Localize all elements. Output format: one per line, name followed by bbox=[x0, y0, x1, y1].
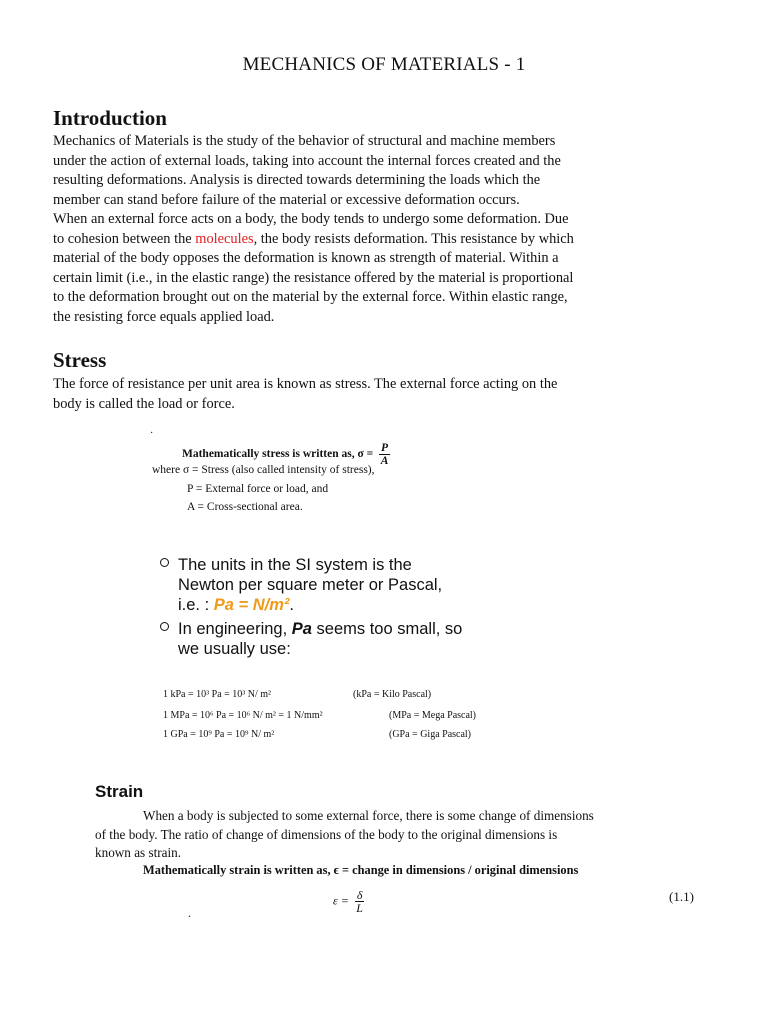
area-definition: A = Cross-sectional area. bbox=[187, 501, 303, 513]
stress-heading: Stress bbox=[53, 348, 107, 372]
unit-conversion: 1 kPa = 10³ Pa = 10³ N/ m² bbox=[163, 689, 272, 700]
text-line: body is called the load or force. bbox=[53, 395, 235, 412]
text-line bbox=[53, 230, 703, 250]
text-line: The force of resistance per unit area is known as stress. The external force acting on the bbox=[53, 376, 558, 392]
document-title: MECHANICS OF MATERIALS - 1 bbox=[242, 54, 526, 75]
bullet-line bbox=[178, 619, 580, 639]
formula-text: Mathematically stress is written as, σ = bbox=[182, 448, 374, 461]
fraction-numerator: P bbox=[381, 442, 389, 454]
bullet-line bbox=[178, 595, 580, 615]
text-segment: In engineering, bbox=[178, 620, 292, 638]
unit-name: (GPa = Giga Pascal) bbox=[389, 729, 472, 740]
text-line: material of the body opposes the deformation is known as strength of material. Within a bbox=[53, 250, 559, 267]
bullet-item-si-units bbox=[160, 555, 580, 615]
molecules-link[interactable]: molecules bbox=[195, 230, 254, 247]
text-line: to the deformation brought out on the material by the external force. Within elastic range, bbox=[53, 289, 568, 306]
equation-lhs: ε = bbox=[333, 893, 349, 908]
circle-bullet-icon bbox=[160, 622, 169, 631]
stress-definition: where σ = Stress (also called intensity of stress), bbox=[152, 464, 375, 476]
unit-row-giga bbox=[163, 729, 472, 740]
equation-number: (1.1) bbox=[669, 889, 694, 904]
stray-dot: · bbox=[150, 428, 154, 439]
unit-row-mega bbox=[163, 710, 477, 721]
text-line: When an external force acts on a body, the body tends to undergo some deformation. Due bbox=[53, 211, 569, 227]
strain-equation bbox=[333, 889, 364, 914]
pascal-definition: Pa = N/m² bbox=[213, 596, 290, 614]
strain-paragraph bbox=[95, 807, 715, 863]
text-segment: , the body resists deformation. This resistance by which bbox=[253, 230, 574, 247]
text-line: member can stand before failure of the material or excessive deformation occurs. bbox=[53, 191, 520, 208]
strain-fraction bbox=[355, 889, 365, 914]
text-line: certain limit (i.e., in the elastic range) the resistance offered by the material is proportional bbox=[53, 269, 574, 286]
text-line: under the action of external loads, taking into account the internal forces created and the bbox=[53, 152, 561, 169]
unit-row-kilo bbox=[163, 689, 432, 700]
unit-conversion: 1 MPa = 10⁶ Pa = 10⁶ N/ m² = 1 N/mm² bbox=[163, 710, 323, 721]
bullet-item-engineering bbox=[160, 619, 580, 659]
unit-name: (MPa = Mega Pascal) bbox=[389, 710, 477, 721]
unit-name: (kPa = Kilo Pascal) bbox=[353, 689, 432, 700]
strain-definition: Mathematically strain is written as, ϵ = change in dimensions / original dimensions bbox=[143, 863, 579, 877]
fraction-denominator: L bbox=[356, 901, 363, 915]
text-line: resulting deformations. Analysis is directed towards determining the loads which the bbox=[53, 172, 541, 189]
bullet-line: Newton per square meter or Pascal, bbox=[178, 576, 443, 594]
text-segment: seems too small, so bbox=[311, 620, 463, 638]
text-segment: to cohesion between the bbox=[53, 230, 196, 247]
text-line: known as strain. bbox=[95, 845, 182, 860]
fraction-numerator: δ bbox=[356, 888, 363, 902]
stress-paragraph bbox=[53, 375, 703, 414]
stray-dot: . bbox=[188, 906, 191, 920]
introduction-paragraph-2 bbox=[53, 210, 703, 328]
introduction-paragraph-1 bbox=[53, 132, 703, 210]
introduction-heading: Introduction bbox=[53, 106, 167, 130]
load-definition: P = External force or load, and bbox=[187, 483, 329, 495]
text-segment: i.e. : bbox=[178, 596, 214, 614]
circle-bullet-icon bbox=[160, 558, 169, 567]
bullet-line: The units in the SI system is the bbox=[178, 556, 412, 574]
stress-fraction bbox=[379, 442, 390, 467]
text-line: the resisting force equals applied load. bbox=[53, 308, 275, 325]
strain-heading: Strain bbox=[95, 782, 144, 801]
fraction-denominator: A bbox=[380, 455, 389, 467]
text-segment: . bbox=[289, 596, 295, 614]
unit-conversion: 1 GPa = 10⁹ Pa = 10⁹ N/ m² bbox=[163, 729, 275, 740]
text-line: Mechanics of Materials is the study of the behavior of structural and machine members bbox=[53, 133, 556, 149]
pa-emphasis: Pa bbox=[291, 620, 312, 638]
bullet-line: we usually use: bbox=[178, 640, 291, 658]
text-line: of the body. The ratio of change of dimensions of the body to the original dimensions is bbox=[95, 826, 558, 842]
text-line: When a body is subjected to some external force, there is some change of dimensions bbox=[143, 808, 594, 823]
si-units-bullets bbox=[160, 555, 580, 659]
